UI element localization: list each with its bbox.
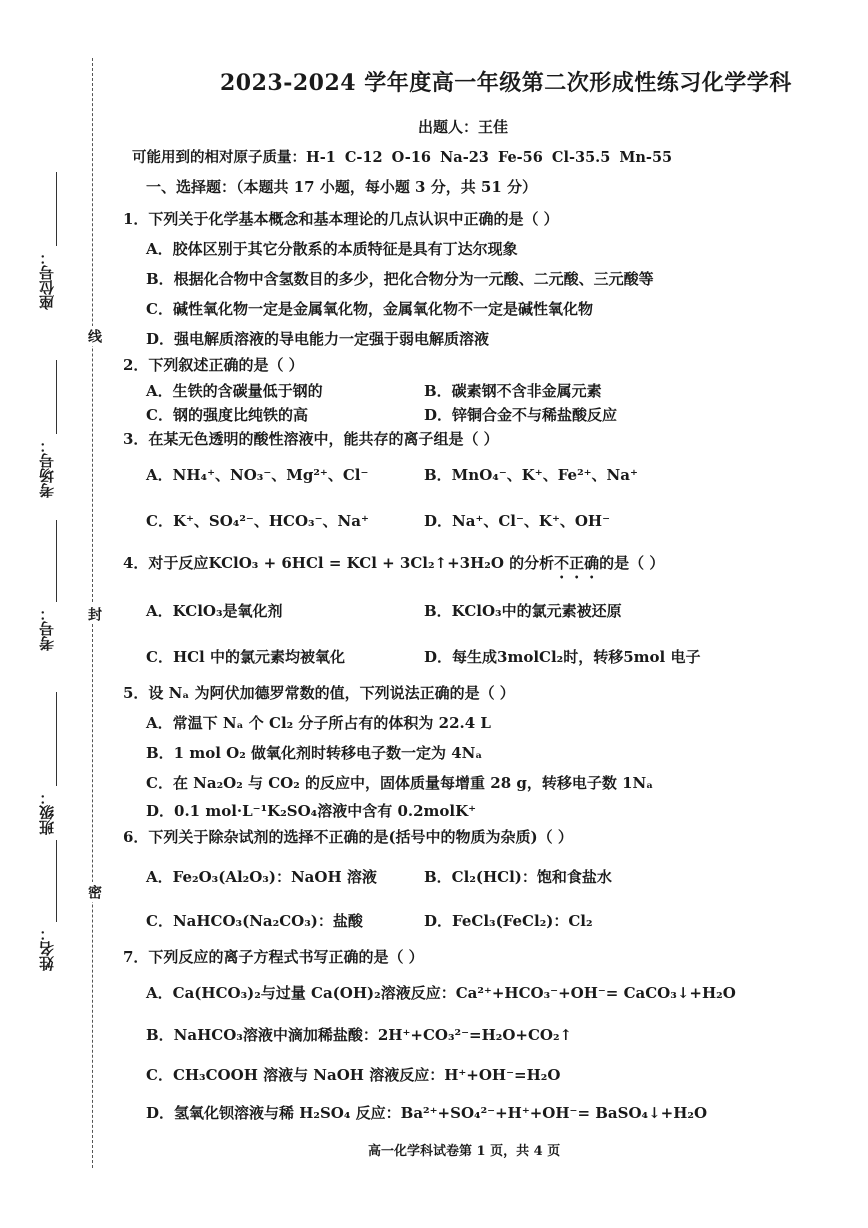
question-4-option-d: D．每生成3molCl₂时，转移5mol 电子 — [424, 648, 701, 666]
question-6-stem: 6．下列关于除杂试剂的选择不正确的是(括号中的物质为杂质)（ ） — [123, 828, 573, 846]
question-6-option-d: D．FeCl₃(FeCl₂)：Cl₂ — [424, 912, 593, 930]
question-4-option-b: B．KClO₃中的氯元素被还原 — [424, 602, 622, 620]
name-label: 姓名： — [38, 926, 56, 971]
question-5-option-d: D．0.1 mol·L⁻¹K₂SO₄溶液中含有 0.2molK⁺ — [146, 802, 477, 820]
question-5-stem: 5．设 Nₐ 为阿伏加德罗常数的值，下列说法正确的是（ ） — [123, 684, 515, 702]
exam-room-blank — [56, 360, 57, 434]
class-label: 班级： — [38, 790, 56, 835]
question-3-stem: 3．在某无色透明的酸性溶液中，能共存的离子组是（ ） — [123, 430, 499, 448]
question-2-option-d: D．锌铜合金不与稀盐酸反应 — [424, 406, 618, 424]
class-blank — [56, 692, 57, 786]
question-1-stem: 1．下列关于化学基本概念和基本理论的几点认识中正确的是（ ） — [123, 210, 559, 228]
question-1-option-d: D．强电解质溶液的导电能力一定强于弱电解质溶液 — [146, 330, 490, 348]
question-2-option-b: B．碳素钢不含非金属元素 — [424, 382, 602, 400]
question-7-stem: 7．下列反应的离子方程式书写正确的是（ ） — [123, 948, 424, 966]
question-1-option-a: A．胶体区别于其它分散系的本质特征是具有丁达尔现象 — [146, 240, 518, 258]
margin-mark-seal: 封 — [84, 604, 104, 624]
question-4-option-c: C．HCl 中的氯元素均被氧化 — [146, 648, 345, 666]
seat-number-blank — [56, 172, 57, 246]
question-3-option-a: A．NH₄⁺、NO₃⁻、Mg²⁺、Cl⁻ — [146, 466, 369, 484]
section-heading: 一、选择题：（本题共 17 小题，每小题 3 分，共 51 分） — [146, 178, 538, 196]
question-4-stem-emphasis: 不正确 — [554, 554, 600, 572]
question-5-option-b: B．1 mol O₂ 做氧化剂时转移电子数一定为 4Nₐ — [146, 744, 483, 762]
question-4-option-a: A．KClO₃是氧化剂 — [146, 602, 283, 620]
question-2-stem: 2．下列叙述正确的是（ ） — [123, 356, 304, 374]
question-6-option-c: C．NaHCO₃(Na₂CO₃)：盐酸 — [146, 912, 363, 930]
question-5-option-a: A．常温下 Nₐ 个 Cl₂ 分子所占有的体积为 22.4 L — [146, 714, 491, 732]
question-3-option-d: D．Na⁺、Cl⁻、K⁺、OH⁻ — [424, 512, 611, 530]
page-footer: 高一化学科试卷第 1 页，共 4 页 — [368, 1144, 561, 1159]
question-6-option-b: B．Cl₂(HCl)：饱和食盐水 — [424, 868, 612, 886]
atomic-masses-line: 可能用到的相对原子质量：H-1 C-12 O-16 Na-23 Fe-56 Cl-35.5 Mn-55 — [132, 149, 673, 166]
question-4-stem — [123, 552, 664, 582]
question-4-stem-suffix: 的是（ ） — [599, 554, 665, 572]
question-1-option-b: B．根据化合物中含氢数目的多少，把化合物分为一元酸、二元酸、三元酸等 — [146, 270, 654, 288]
question-3-option-b: B．MnO₄⁻、K⁺、Fe²⁺、Na⁺ — [424, 466, 638, 484]
exam-title: 2023-2024 学年度高一年级第二次形成性练习化学学科 — [220, 70, 792, 96]
exam-room-label: 考场号： — [38, 438, 56, 498]
name-blank — [56, 840, 57, 922]
margin-mark-line: 线 — [84, 326, 104, 346]
author-line: 出题人：王佳 — [418, 118, 509, 136]
question-1-option-c: C．碱性氧化物一定是金属氧化物，金属氧化物不一定是碱性氧化物 — [146, 300, 593, 318]
question-2-option-c: C．钢的强度比纯铁的高 — [146, 406, 308, 424]
question-2-option-a: A．生铁的含碳量低于钢的 — [146, 382, 323, 400]
exam-number-label: 考号： — [38, 606, 56, 651]
margin-mark-secret: 密 — [84, 882, 104, 902]
question-4-stem-prefix: 4．对于反应KClO₃ + 6HCl = KCl + 3Cl₂↑+3H₂O 的分析 — [123, 554, 555, 572]
seat-number-label: 座位号： — [38, 250, 56, 310]
question-5-option-c: C．在 Na₂O₂ 与 CO₂ 的反应中，固体质量每增重 28 g，转移电子数 1Nₐ — [146, 774, 654, 792]
question-7-option-c: C．CH₃COOH 溶液与 NaOH 溶液反应：H⁺+OH⁻=H₂O — [146, 1066, 561, 1084]
question-3-option-c: C．K⁺、SO₄²⁻、HCO₃⁻、Na⁺ — [146, 512, 369, 530]
question-7-option-d: D．氢氧化钡溶液与稀 H₂SO₄ 反应：Ba²⁺+SO₄²⁻+H⁺+OH⁻= BaSO₄↓+H₂O — [146, 1104, 708, 1122]
exam-number-blank — [56, 520, 57, 602]
question-6-option-a: A．Fe₂O₃(Al₂O₃)：NaOH 溶液 — [146, 868, 377, 886]
question-7-option-b: B．NaHCO₃溶液中滴加稀盐酸：2H⁺+CO₃²⁻=H₂O+CO₂↑ — [146, 1026, 573, 1044]
question-7-option-a: A．Ca(HCO₃)₂与过量 Ca(OH)₂溶液反应：Ca²⁺+HCO₃⁻+OH⁻= CaCO₃↓+H₂O — [146, 984, 736, 1002]
